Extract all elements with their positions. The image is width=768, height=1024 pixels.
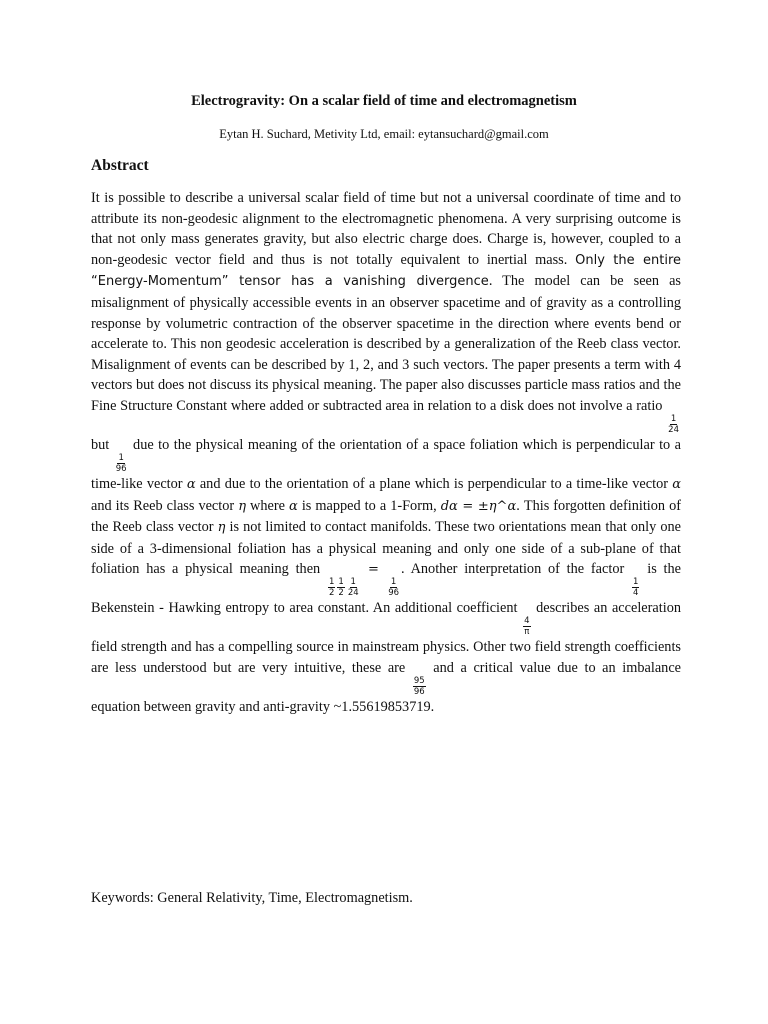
abstract-heading: Abstract [91, 157, 149, 174]
abstract-body [91, 188, 681, 718]
abstract-text: . The model can be seen as misalignment of physically accessible events in an observer spacetime and of gravity as a controlling response by volumetric contraction of the observer spacetime in the direction where events bend or accelerate to. This non geodesic acceleration is described by a generalization of the Reeb class vector. Misalignment of events can be described by 1, 2, and 3 such vectors. The paper presents a term with 4 vectors but does not discuss its physical meaning. The paper also discusses particle mass ratios and the Fine Structure Constant where added or subtracted area in relation to a disk does not involve a ratio [91, 273, 681, 414]
fraction-numerator: 1 [118, 452, 124, 463]
fraction-numerator: 1 [328, 577, 335, 588]
fraction [115, 453, 128, 474]
abstract-text: but [91, 436, 114, 453]
fraction-numerator: 1 [670, 413, 677, 424]
abstract-text: is the Bekenstein - Hawking entropy to area constant. An additional coefficient [91, 561, 681, 617]
abstract-text: describes an acceleration field strength and has a compelling source in mainstream physics. Other two field strength coefficients are less understood but are very intuitive, these are [91, 600, 681, 676]
abstract-text: due to the physical meaning of the orientation of a space foliation which is perpendicular to a time-like vector [91, 436, 682, 492]
keywords-line: Keywords: General Relativity, Time, Electromagnetism. [91, 890, 413, 906]
fraction-denominator: π [524, 627, 530, 638]
fraction-denominator: 96 [413, 686, 425, 697]
fraction-numerator: 4 [524, 616, 530, 627]
fraction-numerator: 1 [633, 577, 639, 588]
abstract-text: and its Reeb class vector [91, 497, 239, 514]
fraction-denominator: 96 [388, 588, 400, 599]
fraction [337, 577, 344, 598]
fraction [347, 577, 360, 598]
fraction-denominator: 2 [328, 588, 335, 599]
fraction-denominator: 2 [338, 588, 344, 599]
abstract-text: . Another interpretation of the factor [401, 561, 632, 578]
fraction [667, 414, 680, 435]
fraction-numerator: 1 [338, 577, 344, 588]
fraction-numerator: 95 [413, 675, 425, 686]
math-equation: dα = ±η^α [440, 498, 517, 514]
equals-sign: = [360, 562, 387, 578]
fraction [523, 616, 530, 637]
abstract-text: It is possible to describe a universal scalar field of time but not a universal coordinate of time and to attribute its non-geodesic alignment to the electromagnetic phenomena. A very surprising outcome is that not only mass generates gravity, but also electric charge does. Charge is, however, coupled to a non-geodesic vector field and thus is not totally equivalent to inertial mass. [91, 190, 681, 268]
fraction-numerator: 1 [390, 577, 397, 588]
math-alpha: α [672, 476, 682, 492]
fraction [387, 577, 400, 598]
author-line: Eytan H. Suchard, Metivity Ltd, email: eytansuchard@gmail.com [219, 127, 549, 141]
fraction [632, 577, 639, 598]
fraction [413, 676, 426, 697]
abstract-text: and due to the orientation of a plane which is perpendicular to a time-like vector [195, 475, 673, 492]
abstract-text: is mapped to a 1-Form, [297, 497, 441, 514]
math-alpha: α [289, 498, 298, 514]
math-eta: η [238, 498, 246, 514]
abstract-text: . This forgotten definition of the Reeb class vector [91, 497, 681, 536]
fraction-numerator: 1 [350, 577, 356, 588]
abstract-text: and a critical value due to an imbalance equation between gravity and anti-gravity ~1.55619853719. [91, 659, 682, 715]
fraction-denominator: 96 [115, 463, 127, 474]
fraction-denominator: 24 [347, 588, 359, 599]
math-alpha: α [186, 476, 196, 492]
abstract-text: is not limited to contact manifolds. These two orientations mean that only one side of a 3-dimensional foliation has a physical meaning and only one side of a sub-plane of that foliation has a physical meaning then [91, 519, 681, 578]
paper-title: Electrogravity: On a scalar field of time and electromagnetism [191, 93, 577, 109]
abstract-text-highlight: Only the entire “Energy-Momentum” tensor has a vanishing divergence [91, 252, 681, 290]
abstract-text: where [246, 497, 289, 514]
fraction-denominator: 4 [633, 588, 639, 599]
fraction [328, 577, 335, 598]
math-eta: η [217, 520, 226, 536]
fraction-denominator: 24 [668, 424, 679, 435]
